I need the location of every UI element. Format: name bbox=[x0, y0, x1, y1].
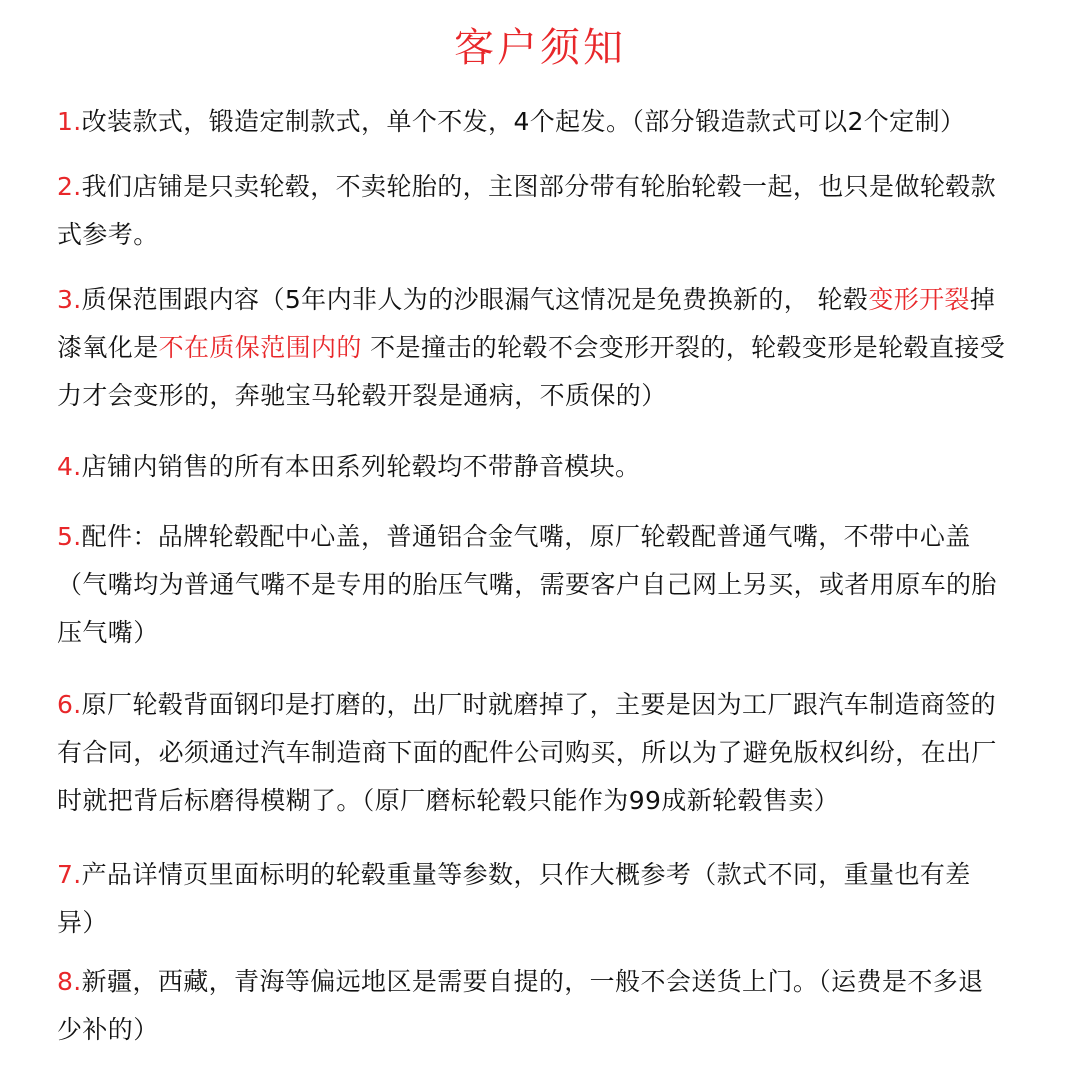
item-number: 5. bbox=[57, 522, 82, 551]
item-text: 店铺内销售的所有本田系列轮毂均不带静音模块。 bbox=[81, 452, 641, 481]
item-number: 1. bbox=[57, 107, 82, 136]
highlight-text: 变形开裂 bbox=[868, 285, 970, 314]
item-number: 3. bbox=[57, 285, 82, 314]
item-text: 新疆，西藏，青海等偏远地区是需要自提的，一般不会送货上门。（运费是不多退少补的） bbox=[57, 967, 984, 1044]
notice-item-3 bbox=[57, 276, 1007, 420]
item-text: 产品详情页里面标明的轮毂重量等参数，只作大概参考（款式不同，重量也有差异） bbox=[57, 860, 971, 937]
item-number: 2. bbox=[57, 172, 82, 201]
item-text: 改装款式，锻造定制款式，单个不发，4个起发。（部分锻造款式可以2个定制） bbox=[81, 107, 966, 136]
item-number: 4. bbox=[57, 452, 82, 481]
notice-item-8 bbox=[57, 958, 1007, 1054]
item-number: 6. bbox=[57, 690, 82, 719]
item-text: 不是撞击的轮毂不会变形开裂的，轮毂变形是轮毂直接受力才会变形的，奔驰宝马轮毂开裂是通病，不质保的） bbox=[57, 333, 1006, 410]
notice-item-7 bbox=[57, 851, 1007, 947]
item-text: 掉漆氧化是 bbox=[57, 285, 996, 362]
page-title: 客户须知 bbox=[454, 25, 626, 71]
notice-item-6 bbox=[57, 681, 1007, 825]
notice-item-2 bbox=[57, 163, 1007, 259]
item-number: 7. bbox=[57, 860, 82, 889]
item-text: 我们店铺是只卖轮毂，不卖轮胎的，主图部分带有轮胎轮毂一起，也只是做轮毂款式参考。 bbox=[57, 172, 997, 249]
item-text: 配件：品牌轮毂配中心盖，普通铝合金气嘴，原厂轮毂配普通气嘴，不带中心盖（气嘴均为普通气嘴不是专用的胎压气嘴，需要客户自己网上另买，或者用原车的胎压气嘴） bbox=[57, 522, 997, 647]
item-number: 8. bbox=[57, 967, 82, 996]
notice-item-5 bbox=[57, 513, 1007, 657]
highlight-text: 不在质保范围内的 bbox=[158, 333, 362, 362]
notice-item-4 bbox=[57, 443, 1007, 491]
notice-item-1 bbox=[57, 98, 1007, 146]
item-text: 原厂轮毂背面钢印是打磨的，出厂时就磨掉了，主要是因为工厂跟汽车制造商签的有合同，必须通过汽车制造商下面的配件公司购买，所以为了避免版权纠纷，在出厂时就把背后标磨得模糊了。（原厂磨标轮毂只能作为99成新轮毂售卖） bbox=[57, 690, 997, 815]
item-text: 质保范围跟内容（5年内非人为的沙眼漏气这情况是免费换新的， 轮毂 bbox=[81, 285, 869, 314]
